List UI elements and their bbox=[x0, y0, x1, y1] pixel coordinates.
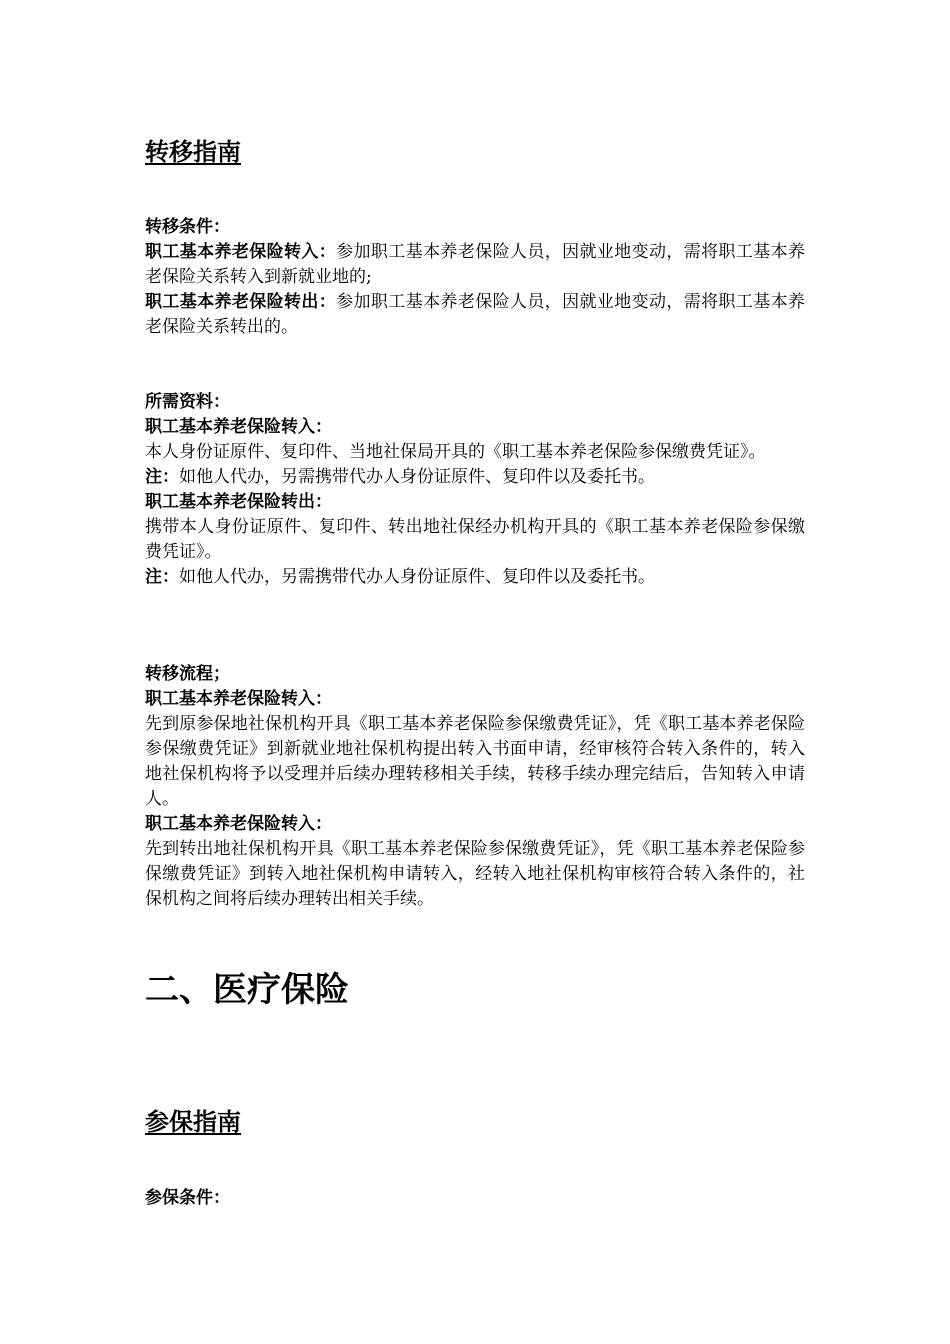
materials-in-text: 本人身份证原件、复印件、当地社保局开具的《职工基本养老保险参保缴费凭证》。 bbox=[145, 442, 766, 462]
materials-out-note-text: 如他人代办，另需携带代办人身份证原件、复印件以及委托书。 bbox=[179, 567, 655, 587]
transfer-conditions-heading: 转移条件： bbox=[145, 217, 230, 237]
required-materials-heading: 所需资料： bbox=[145, 392, 230, 412]
process-in-text: 先到原参保地社保机构开具《职工基本养老保险参保缴费凭证》，凭《职工基本养老保险参保缴费凭证》到新就业地社保机构提出转入书面申请，经审核符合转入条件的，转入地社保机构将予以受理并后续办理转移相关手续，转移手续办理完结后，告知转入申请人。 bbox=[145, 714, 805, 809]
medical-insurance-chapter-title: 二、医疗保险 bbox=[145, 970, 349, 1010]
enrollment-guide-title: 参保指南 bbox=[145, 1108, 241, 1136]
required-materials-block bbox=[145, 390, 805, 590]
transfer-process-block bbox=[145, 662, 805, 912]
transfer-conditions-block bbox=[145, 215, 805, 340]
materials-out-text: 携带本人身份证原件、复印件、转出地社保经办机构开具的《职工基本养老保险参保缴费凭证》。 bbox=[145, 517, 805, 562]
transfer-guide-title: 转移指南 bbox=[145, 138, 241, 166]
enrollment-conditions-heading: 参保条件： bbox=[145, 1188, 230, 1208]
materials-in-note-text: 如他人代办，另需携带代办人身份证原件、复印件以及委托书。 bbox=[179, 467, 655, 487]
materials-out-note bbox=[145, 565, 805, 590]
pension-transfer-out-condition bbox=[145, 290, 805, 340]
materials-in-note bbox=[145, 465, 805, 490]
materials-in-note-label: 注： bbox=[145, 467, 179, 487]
materials-in-label: 职工基本养老保险转入： bbox=[145, 417, 332, 437]
materials-out-note-label: 注： bbox=[145, 567, 179, 587]
pension-transfer-out-text: 参加职工基本养老保险人员，因就业地变动，需将职工基本养老保险关系转出的。 bbox=[145, 292, 806, 337]
process-second-text: 先到转出地社保机构开具《职工基本养老保险参保缴费凭证》，凭《职工基本养老保险参保缴费凭证》到转入地社保机构申请转入，经转入地社保机构审核符合转入条件的，社保机构之间将后续办理转出相关手续。 bbox=[145, 839, 805, 909]
pension-transfer-out-label: 职工基本养老保险转出： bbox=[145, 292, 337, 312]
process-second-label: 职工基本养老保险转入： bbox=[145, 814, 332, 834]
pension-transfer-in-text: 参加职工基本养老保险人员，因就业地变动，需将职工基本养老保险关系转入到新就业地的; bbox=[145, 242, 806, 287]
transfer-process-heading: 转移流程； bbox=[145, 664, 230, 684]
pension-transfer-in-label: 职工基本养老保险转入： bbox=[145, 242, 337, 262]
enrollment-conditions-block bbox=[145, 1186, 805, 1211]
pension-transfer-in-condition bbox=[145, 240, 805, 290]
process-in-label: 职工基本养老保险转入： bbox=[145, 689, 332, 709]
materials-out-label: 职工基本养老保险转出： bbox=[145, 492, 332, 512]
